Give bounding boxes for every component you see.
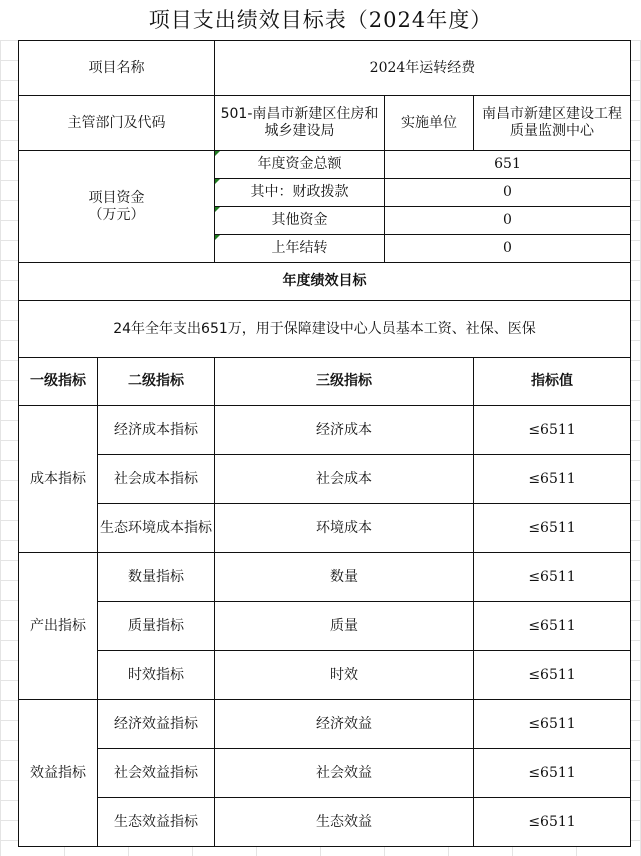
fund-row-value[interactable]: 0 — [385, 179, 631, 207]
performance-table — [18, 40, 631, 847]
fund-row-value[interactable]: 0 — [385, 235, 631, 263]
dept-value[interactable]: 501-南昌市新建区住房和城乡建设局 — [215, 96, 385, 151]
table-row-value[interactable]: ≤6511 — [474, 798, 631, 847]
fund-row-label: 其他资金 — [215, 207, 385, 235]
table-row-level2[interactable]: 生态效益指标 — [98, 798, 215, 847]
table-row-value[interactable]: ≤6511 — [474, 504, 631, 553]
header-value: 指标值 — [474, 358, 631, 406]
table-row-level3[interactable]: 经济成本 — [215, 406, 474, 455]
table-row-value[interactable]: ≤6511 — [474, 406, 631, 455]
page-title: 项目支出绩效目标表（2024年度） — [0, 0, 641, 40]
table-row-level3[interactable]: 生态效益 — [215, 798, 474, 847]
header-level3: 三级指标 — [215, 358, 474, 406]
table-row-value[interactable]: ≤6511 — [474, 749, 631, 798]
table-row-level3[interactable]: 数量 — [215, 553, 474, 602]
table-row-value[interactable]: ≤6511 — [474, 651, 631, 700]
table-row-value[interactable]: ≤6511 — [474, 602, 631, 651]
level1-benefit: 效益指标 — [19, 700, 98, 847]
table-row-level2[interactable]: 质量指标 — [98, 602, 215, 651]
table-row-level2[interactable]: 数量指标 — [98, 553, 215, 602]
table-row-level3[interactable]: 环境成本 — [215, 504, 474, 553]
table-row-level3[interactable]: 质量 — [215, 602, 474, 651]
table-row-value[interactable]: ≤6511 — [474, 455, 631, 504]
project-name-label: 项目名称 — [19, 41, 215, 96]
table-row-level2[interactable]: 经济成本指标 — [98, 406, 215, 455]
funds-label: 项目资金 （万元） — [19, 151, 215, 263]
dept-label: 主管部门及代码 — [19, 96, 215, 151]
table-row-level3[interactable]: 经济效益 — [215, 700, 474, 749]
header-level2: 二级指标 — [98, 358, 215, 406]
fund-row-value[interactable]: 651 — [385, 151, 631, 179]
level1-output: 产出指标 — [19, 553, 98, 700]
annual-target-heading: 年度绩效目标 — [19, 263, 631, 301]
table-row-level2[interactable]: 社会成本指标 — [98, 455, 215, 504]
table-row-value[interactable]: ≤6511 — [474, 553, 631, 602]
table-row-level2[interactable]: 经济效益指标 — [98, 700, 215, 749]
fund-row-value[interactable]: 0 — [385, 207, 631, 235]
fund-row-label: 年度资金总额 — [215, 151, 385, 179]
table-row-level2[interactable]: 生态环境成本指标 — [98, 504, 215, 553]
table-row-value[interactable]: ≤6511 — [474, 700, 631, 749]
table-row-level2[interactable]: 社会效益指标 — [98, 749, 215, 798]
header-level1: 一级指标 — [19, 358, 98, 406]
unit-value[interactable]: 南昌市新建区建设工程质量监测中心 — [474, 96, 631, 151]
table-row-level3[interactable]: 社会成本 — [215, 455, 474, 504]
level1-cost: 成本指标 — [19, 406, 98, 553]
table-row-level3[interactable]: 社会效益 — [215, 749, 474, 798]
table-row-level3[interactable]: 时效 — [215, 651, 474, 700]
unit-label: 实施单位 — [385, 96, 474, 151]
project-name-value[interactable]: 2024年运转经费 — [215, 41, 631, 96]
fund-row-label: 其中：财政拨款 — [215, 179, 385, 207]
table-row-level2[interactable]: 时效指标 — [98, 651, 215, 700]
annual-target-text[interactable]: 24年全年支出651万，用于保障建设中心人员基本工资、社保、医保 — [19, 301, 631, 358]
fund-row-label: 上年结转 — [215, 235, 385, 263]
